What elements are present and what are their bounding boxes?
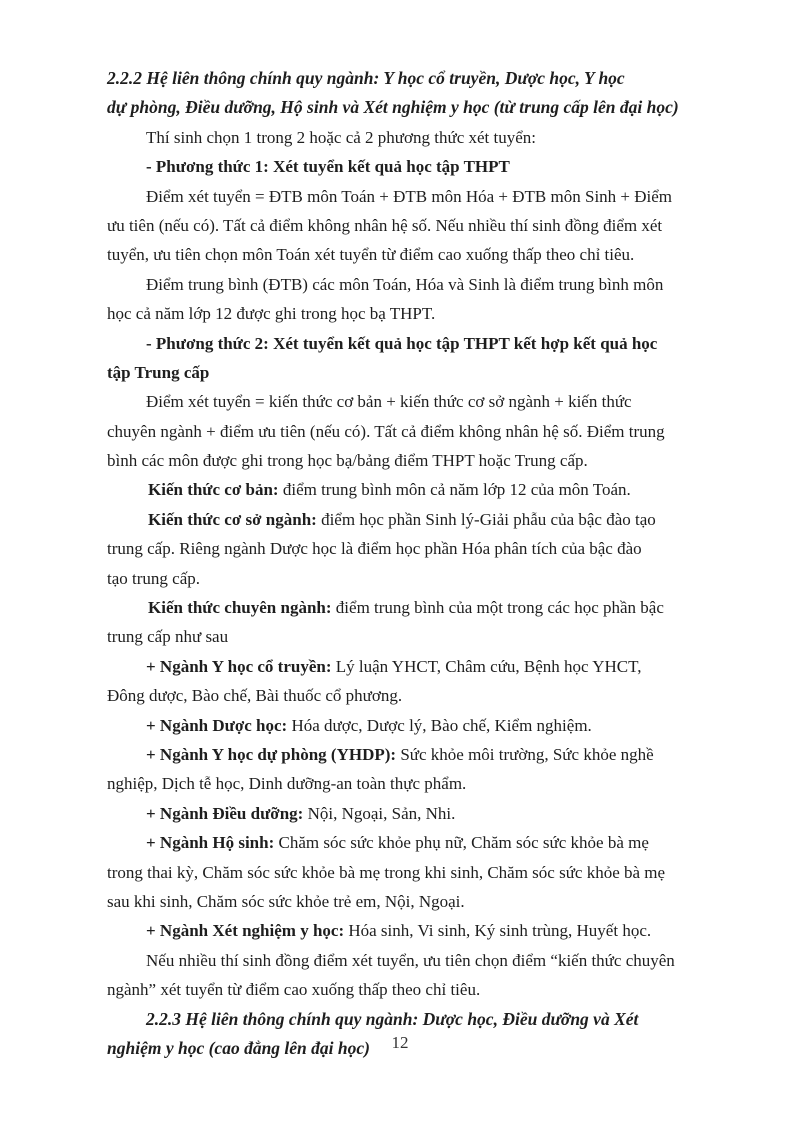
- major-duoc-item: [107, 711, 714, 740]
- major-duoc-label: + Ngành Dược học:: [146, 715, 288, 735]
- section-heading-2-2-3-cont: nghiệm y học (cao đẳng lên đại học): [107, 1037, 370, 1058]
- major-yhct-item: [107, 652, 714, 681]
- major-hosinh-item: [107, 828, 714, 857]
- major-hosinh-label: + Ngành Hộ sinh:: [146, 833, 275, 853]
- major-dieuduong-text: Nội, Ngoại, Sản, Nhi.: [303, 803, 456, 823]
- major-yhdp-label: + Ngành Y học dự phòng (YHDP):: [146, 744, 397, 764]
- closing-paragraph: ngành” xét tuyển từ điểm cao xuống thấp theo chỉ tiêu.: [107, 980, 481, 1000]
- method-1-paragraph-2: học cả năm lớp 12 được ghi trong học bạ THPT.: [107, 304, 436, 324]
- method-1-paragraph: Điểm xét tuyển = ĐTB môn Toán + ĐTB môn Hóa + ĐTB môn Sinh + Điểm: [146, 186, 673, 206]
- page-number: 12: [391, 1033, 409, 1052]
- major-xetnghiem-label: + Ngành Xét nghiệm y học:: [146, 921, 345, 941]
- method-2-title: tập Trung cấp: [107, 362, 210, 382]
- method-1-paragraph: ưu tiên (nếu có). Tất cả điểm không nhân hệ số. Nếu nhiều thí sinh đồng điểm xét: [107, 215, 663, 235]
- base-knowledge-label: Kiến thức cơ sở ngành:: [148, 509, 317, 529]
- major-duoc-text: Hóa dược, Dược lý, Bào chế, Kiểm nghiệm.: [287, 715, 592, 735]
- major-hosinh-text: trong thai kỳ, Chăm sóc sức khỏe bà mẹ trong khi sinh, Chăm sóc sức khỏe bà mẹ: [107, 862, 666, 882]
- major-dieuduong-label: + Ngành Điều dưỡng:: [146, 803, 304, 823]
- base-knowledge-text: trung cấp. Riêng ngành Dược học là điểm học phần Hóa phân tích của bậc đào: [107, 539, 642, 559]
- method-1-paragraph-2: Điểm trung bình (ĐTB) các môn Toán, Hóa và Sinh là điểm trung bình môn: [146, 274, 664, 294]
- method-1-title: - Phương thức 1: Xét tuyển kết quả học tập THPT: [146, 157, 510, 177]
- major-yhdp-text: nghiệp, Dịch tễ học, Dinh dưỡng-an toàn thực phẩm.: [107, 774, 467, 794]
- major-xetnghiem-item: [107, 916, 714, 945]
- basic-knowledge-item: [107, 475, 714, 504]
- method-2-title: - Phương thức 2: Xét tuyển kết quả học tập THPT kết hợp kết quả học: [146, 333, 658, 353]
- major-yhct-text: Đông dược, Bào chế, Bài thuốc cổ phương.: [107, 686, 403, 706]
- major-knowledge-label: Kiến thức chuyên ngành:: [148, 598, 332, 618]
- major-knowledge-text: điểm trung bình của một trong các học phần bậc: [331, 598, 664, 618]
- major-hosinh-text: Chăm sóc sức khỏe phụ nữ, Chăm sóc sức khỏe bà mẹ: [274, 833, 649, 853]
- closing-paragraph: Nếu nhiều thí sinh đồng điểm xét tuyển, ưu tiên chọn điểm “kiến thức chuyên: [146, 950, 675, 970]
- basic-knowledge-text: điểm trung bình môn cả năm lớp 12 của môn Toán.: [278, 480, 631, 500]
- page-content: [107, 64, 714, 1063]
- base-knowledge-item: [107, 505, 714, 534]
- intro-text: Thí sinh chọn 1 trong 2 hoặc cả 2 phương thức xét tuyển:: [146, 127, 537, 147]
- major-hosinh-text: sau khi sinh, Chăm sóc sức khỏe trẻ em, Nội, Ngoại.: [107, 891, 465, 911]
- section-heading-2-2-3: 2.2.3 Hệ liên thông chính quy ngành: Dược học, Điều dưỡng và Xét: [146, 1008, 639, 1029]
- method-2-paragraph: bình các môn được ghi trong học bạ/bảng điểm THPT hoặc Trung cấp.: [107, 451, 588, 471]
- basic-knowledge-label: Kiến thức cơ bản:: [148, 480, 279, 500]
- section-heading-2-2-2: 2.2.2 Hệ liên thông chính quy ngành: Y học cổ truyền, Dược học, Y học: [107, 68, 625, 88]
- method-2-paragraph: chuyên ngành + điểm ưu tiên (nếu có). Tất cả điểm không nhân hệ số. Điểm trung: [107, 421, 665, 441]
- major-yhct-label: + Ngành Y học cổ truyền:: [146, 656, 332, 676]
- base-knowledge-text: điểm học phần Sinh lý-Giải phẫu của bậc đào tạo: [316, 509, 656, 529]
- section-heading-2-2-2-cont: dự phòng, Điều dưỡng, Hộ sinh và Xét nghiệm y học (từ trung cấp lên đại học): [107, 97, 679, 118]
- base-knowledge-text: tạo trung cấp.: [107, 568, 200, 588]
- method-2-paragraph: Điểm xét tuyển = kiến thức cơ bản + kiến thức cơ sở ngành + kiến thức: [146, 392, 632, 412]
- major-knowledge-text: trung cấp như sau: [107, 627, 229, 647]
- major-dieuduong-item: [107, 799, 714, 828]
- major-yhct-text: Lý luận YHCT, Châm cứu, Bệnh học YHCT,: [331, 656, 642, 676]
- major-yhdp-text: Sức khỏe môi trường, Sức khỏe nghề: [396, 744, 654, 764]
- major-yhdp-item: [107, 740, 714, 769]
- major-knowledge-item: [107, 593, 714, 622]
- method-1-paragraph: tuyển, ưu tiên chọn môn Toán xét tuyển từ điểm cao xuống thấp theo chỉ tiêu.: [107, 245, 635, 265]
- major-xetnghiem-text: Hóa sinh, Vi sinh, Ký sinh trùng, Huyết học.: [344, 921, 652, 941]
